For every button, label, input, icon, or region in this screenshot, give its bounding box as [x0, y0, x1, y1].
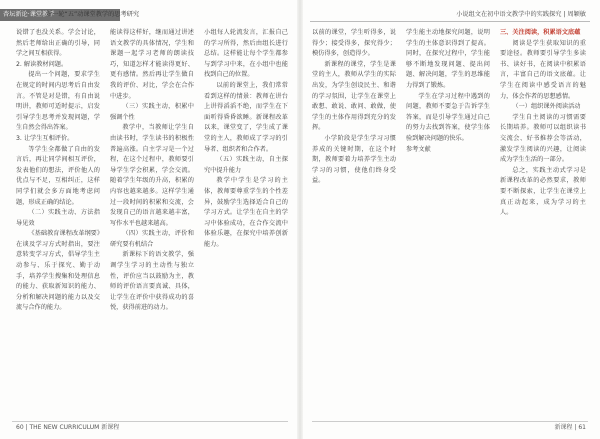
- paragraph: 《基础教育课程改革纲要》在谈及学习方式时指出，要注意转变学习方式，倡导学生主动参与、乐于探究、勤于动手，培养学生搜集和处理信息的能力、获取新知识的能力、分析和解决问题的能力以及交流与合作的能力。: [16, 230, 100, 312]
- paragraph: 学生在学习过程中遇到的问题，教师不要急于告诉学生答案，而是引导学生通过自己的努力去找到答案，使学生体验到解决问题的快乐。: [406, 92, 490, 142]
- paragraph: 以前的课堂上，我们常常看到这样的情景：教师在讲台上讲得滔滔不绝，而学生在下面听得昏昏欲睡。新课程改革以来，课堂变了，学生成了课堂的主人，教师成了学习的引导者、组织者和合作者。: [204, 81, 288, 153]
- left-column-2: [110, 28, 194, 418]
- subheading: （二）实践主动、方法指导见效: [16, 209, 100, 227]
- paragraph: 小组每人轮流发言，汇报自己的学习所得，然后由组长进行总结。这样能让每个学生都参与到学习中来，在小组中也能找到自己的位置。: [204, 29, 288, 79]
- header-section-badge: 杏坛新论·课堂教学: [3, 11, 55, 18]
- right-column-1: [312, 28, 396, 418]
- page-footer-left: 60 | THE NEW CURRICULUM 新课程: [16, 424, 120, 431]
- right-page: [300, 0, 600, 439]
- paragraph: 小学阶段是学生学习习惯养成的关键时期，在这个时期，教师要着力培养学生主动学习的习惯，使他们终身受益。: [312, 134, 396, 185]
- subheading: （一）组织课外阅读活动: [512, 103, 581, 111]
- paragraph: 3. 让学生互相评价。: [16, 134, 74, 142]
- paragraph: 教学中学生是学习的主体，教师要尊重学生的个性差异，鼓励学生选择适合自己的学习方式。让学生在自主的学习中体验成功，在合作交流中体验乐趣，在探究中培养创新能力。: [204, 177, 288, 248]
- footer-divider: [12, 421, 288, 422]
- paragraph: 教学中，当教师让学生自由读书时，学生读书的积极性普遍高涨。自主学习是一个过程，在这个过程中，教师要引导学生学会积累，学会交流。随着学生年级的升高，积累的内容也越来越多。这样学生通过一段时间的积累和交流，会发现自己的语言越来越丰富，写作水平也越来越高。: [110, 124, 194, 227]
- subheading: （四）实践主动，评价和研究要有机结合: [110, 230, 194, 248]
- paragraph: 提出一个问题，要求学生在规定的时间内思考后自由发言。不管是对是错，有自由说明讲，教师可适时提示，启发引导学生思考并发现问题，学生自然会得出答案。: [16, 71, 100, 132]
- header-right-title: 小说组文在初中语文教学中的实践探究 | 周颖敏: [456, 11, 586, 18]
- paragraph: 说错了也没关系。学会讨论，然后老师给出正确的引导，同学之间互相获得。: [16, 29, 100, 58]
- paragraph: 2. 解读教材问题。: [16, 60, 68, 68]
- header-divider: [310, 21, 590, 22]
- paragraph: 学生能主动地探究问题，说明学生的主体意识得到了提高。同时，在探究过程中，学生能够不断地发现问题、提出问题、解决问题，学生的思维能力得到了锻炼。: [406, 29, 490, 89]
- left-column-1: [16, 28, 100, 418]
- paragraph: 等学生全都做了自由的发言后，再让同学间相互评价，发表他们的想法，评价他人的优点与不足，互相纠正，这样同学们就会多方面地考虑问题，形成正确的结论。: [16, 145, 100, 206]
- right-column-2: [406, 28, 490, 418]
- paragraph: 总之，实践主动式学习是新课程改革的必然要求，教师要不断探索，让学生在课堂上真正动起来，成为学习的主人。: [500, 166, 586, 217]
- paragraph: 阅读是学生获取知识的重要途径。教师要引导学生多读书、读好书，在阅读中积累语言，丰富自己的语文底蕴。让学生在阅读中感受语言的魅力，体会作者的思想感情。: [500, 39, 586, 100]
- book-gutter: [297, 0, 303, 439]
- left-column-3: [204, 28, 288, 418]
- subheading: （五）实践主动，自主探究中提升能力: [204, 156, 288, 174]
- subheading: （三）实践主动，积累中强调个性: [110, 103, 194, 121]
- paragraph: 学生自主阅读的习惯需要长期培养。教师可以组织读书交流会、好书推荐会等活动，激发学生阅读的兴趣，让阅读成为学生生活的一部分。: [500, 113, 586, 164]
- header-left-title: 新一轮“五”动课堂教学的思考研究: [46, 11, 140, 18]
- section-heading: 三、关注阅读，积累语文底蕴: [500, 29, 581, 36]
- paragraph: 以前的课堂，学生听得多，说得少；接受得多，探究得少；模仿得多，创造得少。: [312, 29, 396, 58]
- paragraph: 新课标下的语文教学，强调学生学习的主动性与独立性，评价应当以鼓励为主，教师的评价语言要真诚、具体，让学生在评价中获得成功的喜悦，获得前进的动力。: [110, 251, 194, 312]
- page-footer-right: 新课程 | 61: [554, 424, 586, 431]
- footer-divider: [312, 421, 588, 422]
- paragraph: 新课程的课堂，学生是课堂的主人，教师从学生的实际出发，为学生创设民主、和谐的学习氛围，让学生在课堂上敢想、敢说、敢问、敢做，使学生的主体作用得到充分的发挥。: [312, 60, 396, 132]
- references-heading: 参考文献: [406, 145, 431, 153]
- paragraph: 能读得这样好，继而通过讲述语文教学的具体情况，学生和课题一起学习老师的朗读技巧，知道怎样才能读得更好、更有感情。然后再让学生做自我的评价、对比，学会在合作中进步。: [110, 29, 194, 100]
- right-column-3: [500, 28, 586, 418]
